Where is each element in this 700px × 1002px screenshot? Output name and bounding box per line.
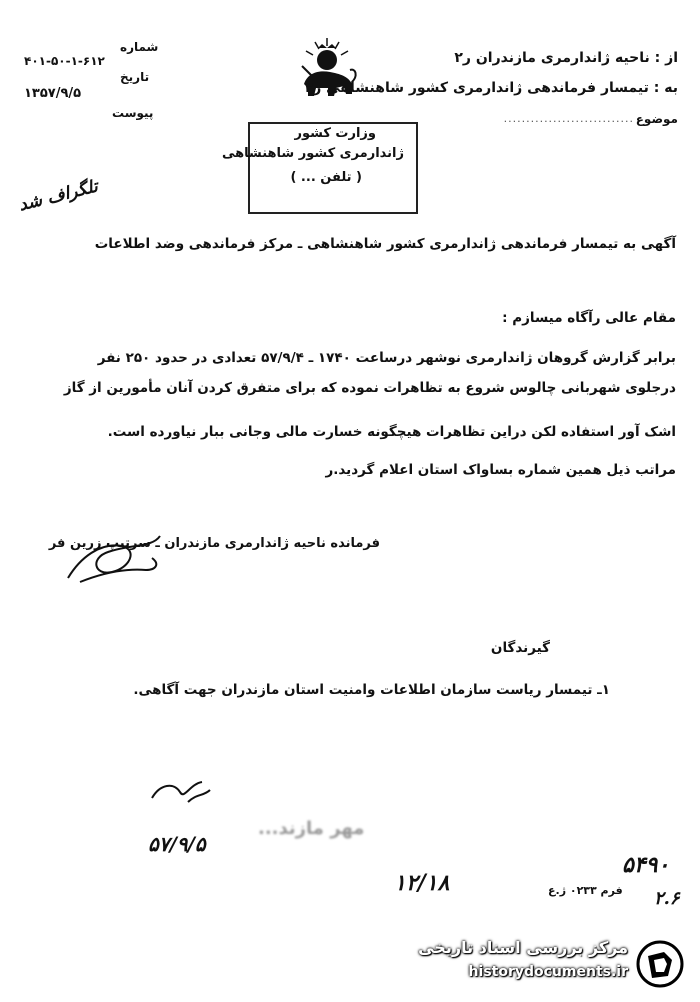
subject-dotted-line: ............................. bbox=[503, 112, 634, 125]
watermark-brand bbox=[390, 934, 690, 994]
attachment-label: پیوست bbox=[112, 106, 154, 120]
handwritten-signature bbox=[60, 528, 170, 588]
watermark-site: historydocuments.ir bbox=[468, 964, 628, 980]
to-line: به : تیمسار فرماندهی ژاندارمری کشور شاهنشاهی ر۲ bbox=[304, 80, 678, 96]
subject-row bbox=[503, 110, 678, 130]
stamp-line-phone: ( تلفن ... ) bbox=[290, 170, 362, 185]
number-label: شماره bbox=[120, 40, 159, 54]
body-title: آگهی به تیمسار فرماندهی ژاندارمری کشور شاهنشاهی ـ مرکز فرماندهی وضد اطلاعات bbox=[94, 236, 676, 252]
from-line: از : ناحیه ژاندارمری مازندران ر۲ bbox=[454, 50, 678, 66]
recipients-heading: گیرندگان bbox=[490, 640, 550, 656]
date-label: تاریخ bbox=[120, 70, 150, 84]
body-line-3: اشک آور استفاده لکن دراین تظاهرات هیچگونه خسارت مالی وجانی ببار نیاورده است. bbox=[107, 424, 676, 440]
handwritten-number: ۱۲/۱۸ bbox=[394, 870, 450, 896]
watermark-logo-icon bbox=[634, 938, 686, 990]
number-value: ۴۰۱-۵۰-۱-۶۱۲ bbox=[24, 54, 105, 68]
watermark-org-name: مرکز بررسی اسناد تاریخی bbox=[418, 938, 628, 957]
body-line-2: درجلوی شهربانی چالوس شروع به تظاهرات نموده که برای متفرق کردن آنان مأمورین از گاز bbox=[63, 380, 676, 396]
date-value: ۱۳۵۷/۹/۵ bbox=[24, 86, 82, 101]
stamp-line-gendarmerie: ژاندارمری کشور شاهنشاهی bbox=[221, 146, 404, 161]
stamp-line-ministry: وزارت کشور bbox=[294, 126, 376, 141]
blurred-stamp: مهر مازند... bbox=[258, 818, 365, 839]
recipient-item-1: ۱ـ تیمسار ریاست سازمان اطلاعات وامنیت استان مازندران جهت آگاهی. bbox=[133, 682, 610, 698]
form-number-label: فرم ۰۲۳۳ ژ.ع bbox=[548, 884, 623, 897]
subject-label: موضوع bbox=[635, 112, 678, 126]
salutation: مقام عالی رآگاه میسازم : bbox=[502, 310, 676, 326]
ministry-stamp bbox=[221, 122, 418, 214]
handwritten-date-note: ۵۷/۹/۵ bbox=[148, 832, 206, 856]
body-line-4: مراتب ذیل همین شماره بساواک استان اعلام گردید.ر bbox=[325, 462, 676, 478]
body-line-1: برابر گزارش گروهان ژاندارمری نوشهر درساعت ۱۷۴۰ ـ ۵۷/۹/۴ تعدادی در حدود ۲۵۰ نفر bbox=[97, 350, 676, 366]
handwritten-side-note: تلگراف شد bbox=[16, 176, 100, 216]
corner-handwritten-number: ۵۴۹۰ bbox=[622, 852, 670, 878]
signature-line: فرمانده ناحیه ژاندارمری مازندران ـ سرتیپ زرین فر bbox=[48, 536, 380, 551]
handwritten-initials bbox=[146, 774, 216, 810]
corner-handwritten-sub: ۲.۶ bbox=[654, 888, 680, 909]
